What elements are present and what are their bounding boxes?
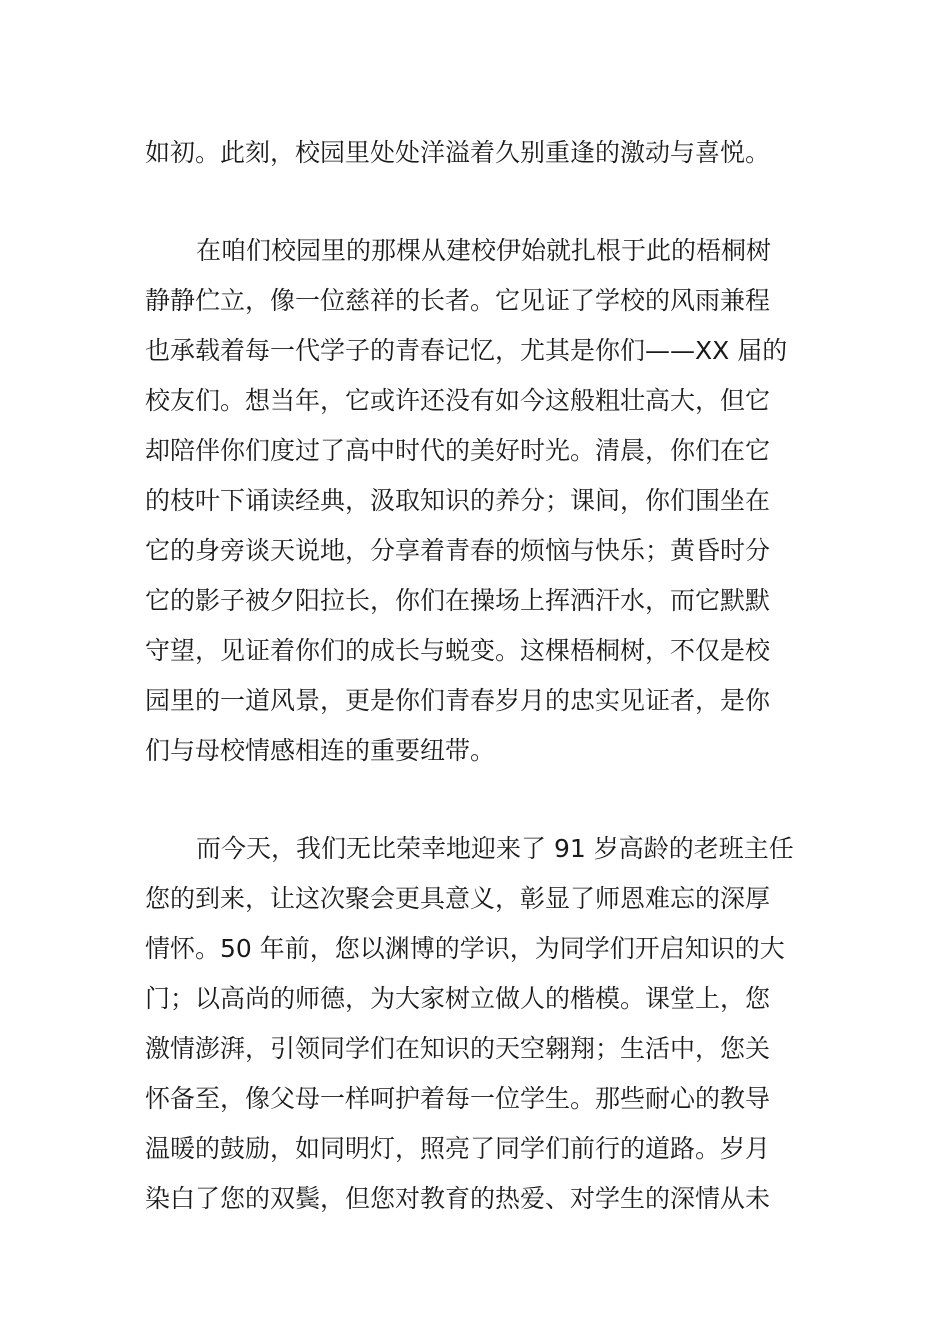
paragraph-1	[145, 128, 815, 178]
text-line: 情怀。50 年前，您以渊博的学识，为同学们开启知识的大	[145, 934, 785, 963]
text-line: 它的身旁谈天说地，分享着青春的烦恼与快乐；黄昏时分	[145, 536, 771, 565]
text-line: 们与母校情感相连的重要纽带。	[145, 736, 496, 765]
paragraph-2	[145, 226, 815, 776]
text-line: 激情澎湃，引领同学们在知识的天空翱翔；生活中，您关	[145, 1034, 771, 1063]
text-line: 染白了您的双鬓，但您对教育的热爱、对学生的深情从未	[145, 1184, 771, 1213]
text-line: 它的影子被夕阳拉长，你们在操场上挥洒汗水，而它默默	[145, 586, 771, 615]
text-line: 怀备至，像父母一样呵护着每一位学生。那些耐心的教导	[145, 1084, 771, 1113]
text-line: 守望，见证着你们的成长与蜕变。这棵梧桐树，不仅是校	[145, 636, 771, 665]
text-line: 温暖的鼓励，如同明灯，照亮了同学们前行的道路。岁月	[145, 1134, 771, 1163]
text-line: 如初。此刻，校园里处处洋溢着久别重逢的激动与喜悦。	[145, 138, 771, 167]
text-line: 校友们。想当年，它或许还没有如今这般粗壮高大，但它	[145, 386, 771, 415]
text-line: 您的到来，让这次聚会更具意义，彰显了师恩难忘的深厚	[145, 884, 771, 913]
text-line: 静静伫立，像一位慈祥的长者。它见证了学校的风雨兼程	[145, 286, 771, 315]
text-line: 也承载着每一代学子的青春记忆，尤其是你们——XX 届的	[145, 336, 788, 365]
text-line: 却陪伴你们度过了高中时代的美好时光。清晨，你们在它	[145, 436, 771, 465]
text-line: 而今天，我们无比荣幸地迎来了 91 岁高龄的老班主任	[196, 834, 794, 863]
text-line: 门；以高尚的师德，为大家树立做人的楷模。课堂上，您	[145, 984, 771, 1013]
text-line: 在咱们校园里的那棵从建校伊始就扎根于此的梧桐树	[196, 236, 772, 265]
paragraph-3	[145, 824, 815, 1224]
text-line: 的枝叶下诵读经典，汲取知识的养分；课间，你们围坐在	[145, 486, 771, 515]
text-line: 园里的一道风景，更是你们青春岁月的忠实见证者，是你	[145, 686, 771, 715]
